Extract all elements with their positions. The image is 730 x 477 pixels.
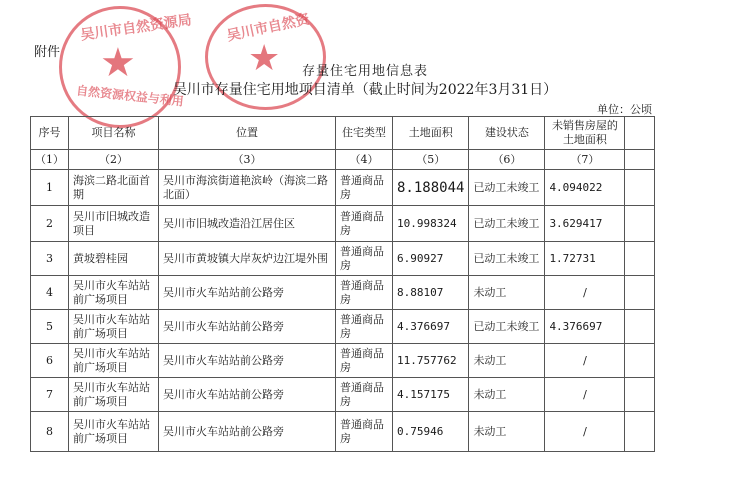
document-title: 存量住宅用地信息表 bbox=[301, 64, 428, 79]
row-location: 吴川市火车站站前公路旁 bbox=[159, 412, 336, 452]
row-type: 普通商品房 bbox=[336, 242, 393, 276]
row-name: 吴川市火车站站前广场项目 bbox=[69, 310, 159, 344]
index-cell: （2） bbox=[69, 150, 159, 170]
row-no: 4 bbox=[31, 276, 69, 310]
row-no: 6 bbox=[31, 344, 69, 378]
row-location: 吴川市火车站站前公路旁 bbox=[159, 276, 336, 310]
unit-label: 单位：公顷 bbox=[597, 103, 652, 116]
row-unsold: / bbox=[545, 276, 625, 310]
row-name: 吴川市火车站站前广场项目 bbox=[69, 378, 159, 412]
table-row bbox=[31, 378, 655, 412]
row-name: 吴川市火车站站前广场项目 bbox=[69, 276, 159, 310]
seal-star-icon: ★ bbox=[248, 38, 281, 79]
empty-cell bbox=[625, 412, 655, 452]
row-status: 未动工 bbox=[469, 378, 545, 412]
row-name: 吴川市旧城改造项目 bbox=[69, 206, 159, 242]
empty-cell bbox=[625, 170, 655, 206]
row-type: 普通商品房 bbox=[336, 170, 393, 206]
row-status: 已动工未竣工 bbox=[469, 242, 545, 276]
row-name: 吴川市火车站站前广场项目 bbox=[69, 344, 159, 378]
index-cell: （6） bbox=[469, 150, 545, 170]
table-row bbox=[31, 276, 655, 310]
row-unsold: 3.629417 bbox=[545, 206, 625, 242]
seal-star-icon: ★ bbox=[100, 40, 136, 86]
empty-cell bbox=[625, 206, 655, 242]
row-location: 吴川市火车站站前公路旁 bbox=[159, 344, 336, 378]
row-type: 普通商品房 bbox=[336, 310, 393, 344]
table-row bbox=[31, 170, 655, 206]
row-location: 吴川市火车站站前公路旁 bbox=[159, 378, 336, 412]
row-no: 2 bbox=[31, 206, 69, 242]
header-cell: 项目名称 bbox=[69, 117, 159, 150]
row-type: 普通商品房 bbox=[336, 378, 393, 412]
index-cell: （7） bbox=[545, 150, 625, 170]
row-unsold: / bbox=[545, 378, 625, 412]
row-no: 3 bbox=[31, 242, 69, 276]
row-area: 8.88107 bbox=[393, 276, 469, 310]
row-no: 5 bbox=[31, 310, 69, 344]
row-status: 已动工未竣工 bbox=[469, 206, 545, 242]
empty-cell bbox=[625, 150, 655, 170]
seal-left-text: 吴川市自然资源局 bbox=[79, 12, 193, 44]
row-location: 吴川市火车站站前公路旁 bbox=[159, 310, 336, 344]
row-area: 6.90927 bbox=[393, 242, 469, 276]
row-area: 8.188044 bbox=[393, 170, 469, 206]
row-status: 未动工 bbox=[469, 412, 545, 452]
table-header-row bbox=[31, 117, 655, 150]
row-no: 8 bbox=[31, 412, 69, 452]
table-row bbox=[31, 310, 655, 344]
table-index-row bbox=[31, 150, 655, 170]
empty-cell bbox=[625, 117, 655, 150]
table-row bbox=[31, 344, 655, 378]
row-name: 吴川市火车站站前广场项目 bbox=[69, 412, 159, 452]
row-status: 已动工未竣工 bbox=[469, 170, 545, 206]
row-type: 普通商品房 bbox=[336, 276, 393, 310]
row-status: 未动工 bbox=[469, 276, 545, 310]
row-area: 10.998324 bbox=[393, 206, 469, 242]
table-row bbox=[31, 412, 655, 452]
row-type: 普通商品房 bbox=[336, 344, 393, 378]
header-cell: 未销售房屋的土地面积 bbox=[545, 117, 625, 150]
index-cell: （5） bbox=[393, 150, 469, 170]
row-type: 普通商品房 bbox=[336, 206, 393, 242]
row-unsold: 4.094022 bbox=[545, 170, 625, 206]
document-subtitle: 吴川市存量住宅用地项目清单（截止时间为2022年3月31日） bbox=[172, 82, 558, 98]
attachment-label: 附件 bbox=[34, 45, 61, 60]
row-status: 未动工 bbox=[469, 344, 545, 378]
header-cell: 土地面积 bbox=[393, 117, 469, 150]
row-status: 已动工未竣工 bbox=[469, 310, 545, 344]
row-location: 吴川市黄坡镇大岸灰炉边江堤外围 bbox=[159, 242, 336, 276]
seal-right-text: 吴川市自然资 bbox=[225, 11, 311, 45]
index-cell: （3） bbox=[159, 150, 336, 170]
seal-left-inner-text: 自然资源权益与利用 bbox=[75, 83, 185, 109]
row-unsold: / bbox=[545, 412, 625, 452]
header-cell: 住宅类型 bbox=[336, 117, 393, 150]
row-area: 11.757762 bbox=[393, 344, 469, 378]
index-cell: （1） bbox=[31, 150, 69, 170]
row-name: 黄坡碧桂园 bbox=[69, 242, 159, 276]
table-row bbox=[31, 206, 655, 242]
row-name: 海滨二路北面首期 bbox=[69, 170, 159, 206]
empty-cell bbox=[625, 276, 655, 310]
empty-cell bbox=[625, 310, 655, 344]
row-unsold: / bbox=[545, 344, 625, 378]
row-no: 1 bbox=[31, 170, 69, 206]
row-location: 吴川市旧城改造沿江居住区 bbox=[159, 206, 336, 242]
table-row bbox=[31, 242, 655, 276]
row-area: 0.75946 bbox=[393, 412, 469, 452]
index-cell: （4） bbox=[336, 150, 393, 170]
header-cell: 建设状态 bbox=[469, 117, 545, 150]
empty-cell bbox=[625, 242, 655, 276]
row-location: 吴川市海滨街道艳滨岭（海滨二路北面） bbox=[159, 170, 336, 206]
header-cell: 位置 bbox=[159, 117, 336, 150]
row-no: 7 bbox=[31, 378, 69, 412]
empty-cell bbox=[625, 378, 655, 412]
header-cell: 序号 bbox=[31, 117, 69, 150]
row-unsold: 4.376697 bbox=[545, 310, 625, 344]
empty-cell bbox=[625, 344, 655, 378]
row-unsold: 1.72731 bbox=[545, 242, 625, 276]
row-type: 普通商品房 bbox=[336, 412, 393, 452]
land-info-table bbox=[30, 116, 655, 452]
row-area: 4.376697 bbox=[393, 310, 469, 344]
row-area: 4.157175 bbox=[393, 378, 469, 412]
